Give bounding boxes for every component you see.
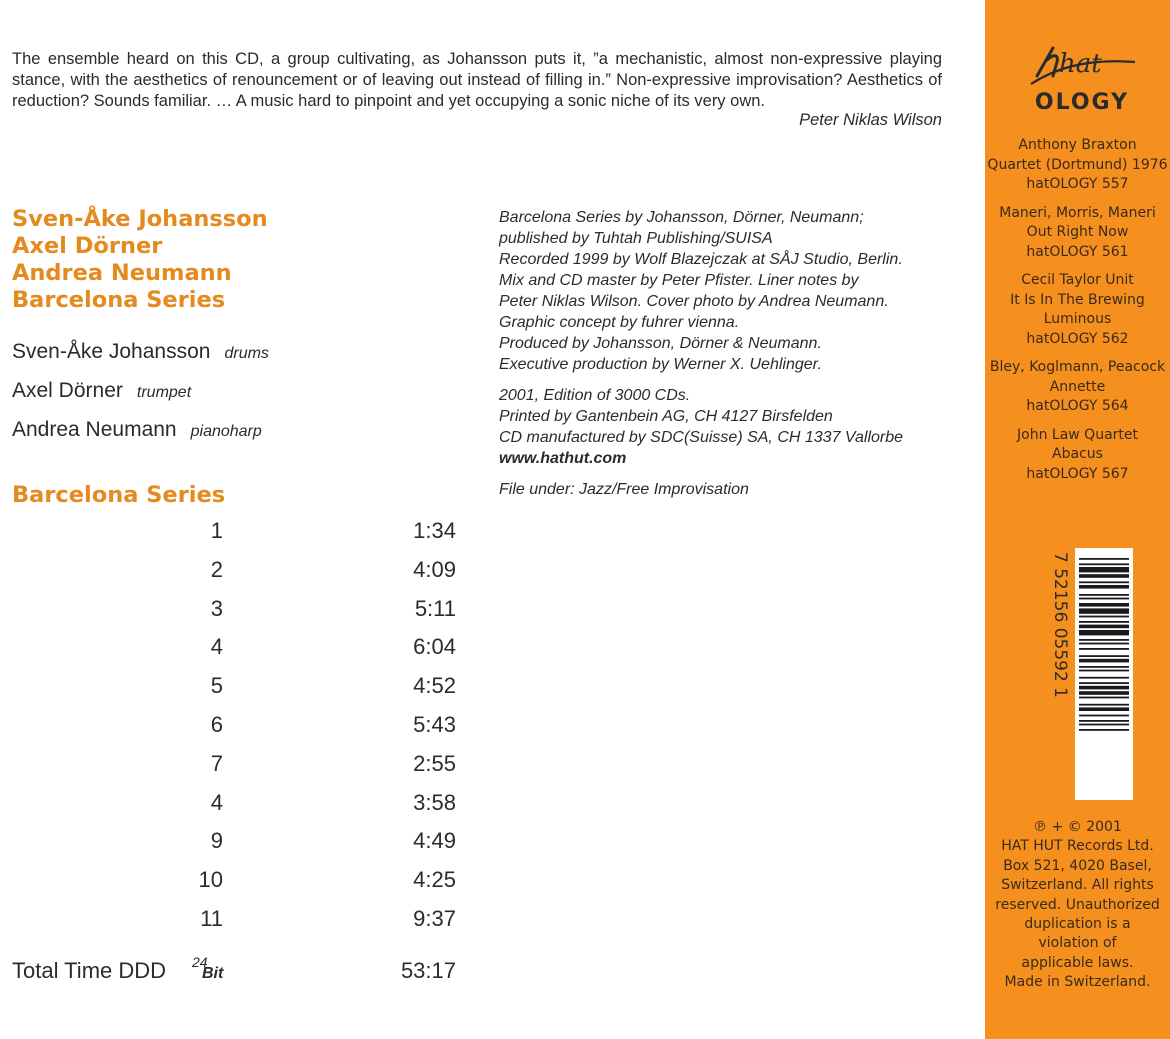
barcode-bar <box>1079 666 1129 668</box>
catalog-line: It Is In The Brewing <box>1010 291 1145 308</box>
track-duration: 5:43 <box>413 711 456 737</box>
barcode-icon <box>1033 548 1133 800</box>
track-number: 11 <box>200 905 223 931</box>
catalog-line: Bley, Koglmann, Peacock <box>989 359 1166 375</box>
track-number: 9 <box>210 828 223 854</box>
barcode-bar <box>1079 574 1129 578</box>
musician-instrument: drums <box>224 345 269 362</box>
24-bit-badge <box>192 954 242 988</box>
copyright-line: ℗ + © 2001 <box>1033 819 1122 835</box>
total-time-value: 53:17 <box>400 958 456 983</box>
barcode-bar <box>1079 697 1129 699</box>
barcode-bar <box>1079 648 1129 650</box>
copyright-line: applicable laws. <box>1021 954 1134 971</box>
headline-line: Axel Dörner <box>12 233 163 259</box>
credit-line: Mix and CD master by Peter Pfister. Liner notes by <box>499 272 859 289</box>
track-row <box>0 867 480 906</box>
barcode-bar <box>1079 707 1129 711</box>
copyright-line: reserved. Unauthorized <box>995 896 1160 913</box>
tracklist <box>0 518 480 945</box>
barcode-bar <box>1079 621 1129 623</box>
track-number: 6 <box>210 711 223 737</box>
barcode-bar <box>1079 655 1129 657</box>
credit-line: Peter Niklas Wilson. Cover photo by Andrea Neumann. <box>499 293 889 310</box>
catalog-line: Abacus <box>1052 446 1103 462</box>
musician-name: Andrea Neumann <box>12 418 177 441</box>
catalog-line: hatOLOGY 557 <box>1026 176 1129 192</box>
track-number: 10 <box>198 867 223 893</box>
barcode-bar <box>1079 659 1129 663</box>
track-duration: 4:52 <box>413 673 456 699</box>
musician-name: Axel Dörner <box>12 379 123 402</box>
barcode-bar <box>1079 691 1129 695</box>
barcode-digits: 7 52156 05592 1 <box>1050 552 1070 699</box>
track-duration: 4:25 <box>413 867 456 893</box>
track-row <box>0 751 480 790</box>
track-duration: 4:49 <box>413 828 456 854</box>
hatology-logo <box>1023 40 1141 120</box>
catalog-list <box>985 136 1170 493</box>
barcode-bar <box>1079 704 1129 706</box>
copyright-line: Made in Switzerland. <box>1004 974 1151 991</box>
personnel-list <box>12 340 269 457</box>
total-time-row <box>12 954 456 992</box>
barcode-bar <box>1079 608 1129 613</box>
catalog-line: Cecil Taylor Unit <box>1021 272 1134 288</box>
track-row <box>0 634 480 673</box>
catalog-line: hatOLOGY 564 <box>1026 398 1129 414</box>
liner-quote: The ensemble heard on this CD, a group cultivating, as Johansson puts it, ”a mechanistic, almost non-expressive playing stance, with the aesthetics of renouncement or of leaving out instead of filling in.” Non-expressive improvisation? Aesthetics of reduction? Sounds familiar. … A music hard to pinpoint and yet occupying a sonic niche of its very own. <box>12 50 942 110</box>
logo-wordmark: OLOGY <box>1034 90 1130 115</box>
musician-instrument: trumpet <box>136 384 192 401</box>
track-row <box>0 518 480 557</box>
track-duration: 5:11 <box>414 595 456 621</box>
personnel-item <box>12 379 269 418</box>
barcode-bar <box>1079 558 1129 560</box>
copyright-line: Switzerland. All rights <box>1001 877 1154 894</box>
track-number: 2 <box>210 556 223 582</box>
track-row <box>0 712 480 751</box>
copyright-line: violation of <box>1038 935 1117 952</box>
musician-instrument: pianoharp <box>190 423 262 440</box>
copyright-line: Box 521, 4020 Basel, <box>1003 857 1152 874</box>
track-row <box>0 596 480 635</box>
track-number: 1 <box>210 518 223 543</box>
barcode-bar <box>1079 630 1129 635</box>
credit-line: published by Tuhtah Publishing/SUISA <box>499 230 773 247</box>
barcode-bar <box>1079 724 1129 726</box>
personnel-item <box>12 418 269 457</box>
catalog-line: Anthony Braxton <box>1018 137 1137 153</box>
barcode-bar <box>1079 563 1129 565</box>
musician-name: Sven-Åke Johansson <box>12 340 211 363</box>
catalog-item <box>985 426 1170 485</box>
bit-word: Bit <box>202 965 224 982</box>
personnel-item <box>12 340 269 379</box>
barcode-bar <box>1079 598 1129 600</box>
catalog-line: Luminous <box>1043 311 1112 327</box>
credit-line: Recorded 1999 by Wolf Blazejczak at SÅJ Studio, Berlin. <box>499 251 903 268</box>
logo-script-text: hat <box>1059 49 1102 79</box>
album-headline <box>12 206 268 314</box>
barcode-bar <box>1079 603 1129 607</box>
catalog-item <box>985 204 1170 263</box>
credit-line: Produced by Johansson, Dörner & Neumann. <box>499 335 822 352</box>
headline-line: Sven-Åke Johansson <box>12 206 268 232</box>
production-credits <box>499 207 959 500</box>
catalog-line: Quartet (Dortmund) 1976 <box>987 156 1168 173</box>
track-row <box>0 673 480 712</box>
catalog-line: hatOLOGY 562 <box>1026 330 1129 347</box>
barcode-bar <box>1079 594 1129 596</box>
barcode-bar <box>1079 686 1129 690</box>
barcode-bar <box>1079 585 1129 589</box>
headline-line: Andrea Neumann <box>12 260 232 286</box>
catalog-line: hatOLOGY 561 <box>1026 243 1129 260</box>
catalog-item <box>985 358 1170 417</box>
catalog-line: John Law Quartet <box>1017 426 1138 443</box>
credit-line: CD manufactured by SDC(Suisse) SA, CH 1337 Vallorbe <box>499 429 904 446</box>
track-row <box>0 906 480 945</box>
barcode-bar <box>1079 720 1129 722</box>
track-row <box>0 828 480 867</box>
track-number: 3 <box>210 595 223 621</box>
tracklist-title: Barcelona Series <box>12 482 226 508</box>
catalog-item <box>985 271 1170 349</box>
barcode-bar <box>1079 729 1129 731</box>
track-duration: 4:09 <box>413 556 456 582</box>
total-time-label: Total Time DDD <box>12 958 167 983</box>
credit-line: Barcelona Series by Johansson, Dörner, Neumann; <box>499 209 864 226</box>
track-number: 4 <box>210 634 223 660</box>
quote-author: Peter Niklas Wilson <box>799 111 942 129</box>
barcode-bar <box>1079 670 1129 672</box>
copyright-line: duplication is a <box>1024 916 1131 933</box>
barcode-bar <box>1079 677 1129 679</box>
barcode-bar <box>1079 581 1129 583</box>
track-duration: 1:34 <box>413 518 456 543</box>
catalog-line: hatOLOGY 567 <box>1026 465 1129 482</box>
track-duration: 3:58 <box>413 789 456 815</box>
copyright-line: HAT HUT Records Ltd. <box>1001 838 1154 855</box>
credit-line: 2001, Edition of 3000 CDs. <box>499 387 691 404</box>
bit-number: 24 <box>192 954 208 970</box>
credit-line: Graphic concept by fuhrer vienna. <box>499 314 740 331</box>
website-link[interactable]: www.hathut.com <box>499 450 627 467</box>
catalog-line: Maneri, Morris, Maneri <box>999 204 1156 221</box>
barcode-bar <box>1079 567 1129 572</box>
barcode-bar <box>1079 715 1129 717</box>
track-number: 7 <box>210 750 223 776</box>
track-number: 4 <box>210 789 223 815</box>
hat-script-logo-icon <box>1023 40 1141 92</box>
track-duration: 6:04 <box>413 634 456 660</box>
credit-line: Executive production by Werner X. Uehlinger. <box>499 356 822 373</box>
catalog-sidebar <box>985 0 1170 1039</box>
track-duration: 9:37 <box>413 905 456 931</box>
barcode-bar <box>1079 639 1129 641</box>
barcode-bar <box>1079 643 1129 645</box>
file-under-label: File under: Jazz/Free Improvisation <box>499 481 749 498</box>
copyright-notice <box>985 818 1170 993</box>
track-duration: 2:55 <box>413 750 456 776</box>
catalog-item <box>985 136 1170 195</box>
headline-line: Barcelona Series <box>12 287 226 313</box>
barcode-bar <box>1079 682 1129 684</box>
track-row <box>0 790 480 829</box>
track-row <box>0 557 480 596</box>
catalog-line: Out Right Now <box>1026 224 1129 240</box>
track-number: 5 <box>210 673 223 699</box>
barcode-bar <box>1079 616 1129 618</box>
catalog-line: Annette <box>1049 378 1106 395</box>
credit-line: Printed by Gantenbein AG, CH 4127 Birsfelden <box>499 408 833 425</box>
barcode-bar <box>1079 625 1129 629</box>
